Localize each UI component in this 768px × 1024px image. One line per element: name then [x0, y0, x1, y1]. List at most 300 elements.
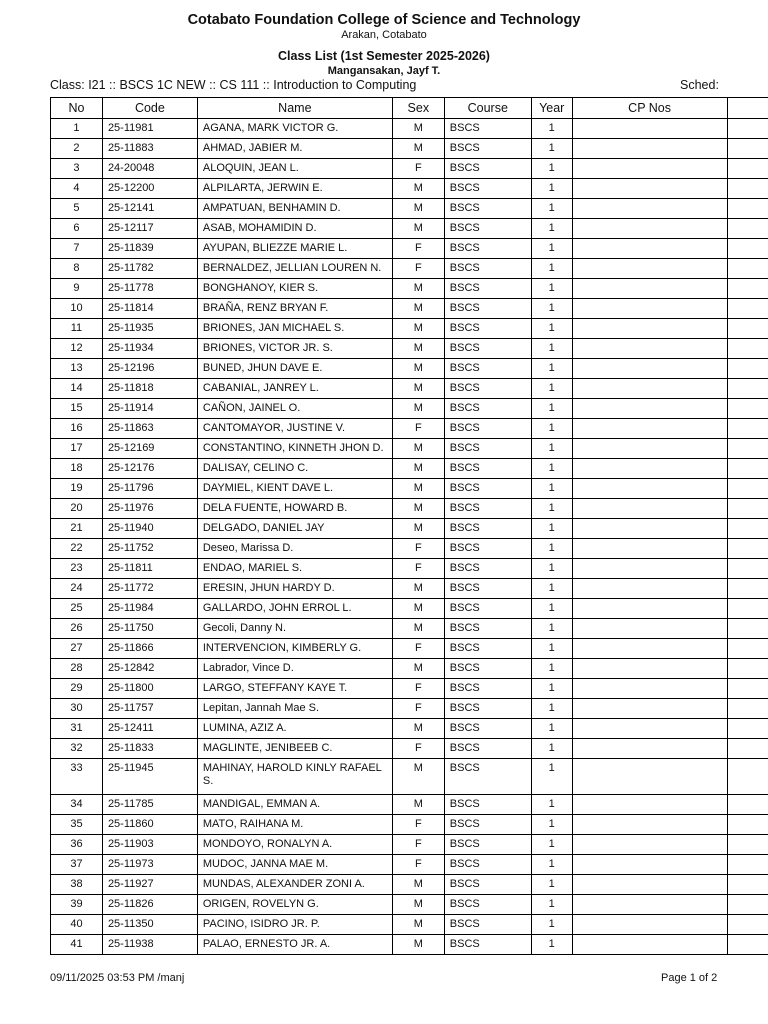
student-name: MONDOYO, RONALYN A. [197, 835, 392, 855]
student-course: BSCS [444, 639, 531, 659]
class-info: Class: I21 :: BSCS 1C NEW :: CS 111 :: Introduction to Computing [50, 78, 417, 92]
extra-cell [727, 419, 768, 439]
student-code: 25-11860 [102, 815, 197, 835]
student-year: 1 [531, 599, 572, 619]
row-number: 32 [51, 739, 103, 759]
student-sex: F [392, 815, 444, 835]
student-sex: M [392, 915, 444, 935]
student-name: BRAÑA, RENZ BRYAN F. [197, 299, 392, 319]
table-row [51, 835, 768, 855]
student-cp-nos [572, 915, 727, 935]
student-course: BSCS [444, 795, 531, 815]
row-number: 28 [51, 659, 103, 679]
student-code: 25-11757 [102, 699, 197, 719]
student-year: 1 [531, 855, 572, 875]
column-header-sex: Sex [392, 98, 444, 119]
row-number: 31 [51, 719, 103, 739]
row-number: 39 [51, 895, 103, 915]
print-timestamp: 09/11/2025 03:53 PM /manj [50, 972, 185, 984]
row-number: 38 [51, 875, 103, 895]
student-code: 25-11903 [102, 835, 197, 855]
student-course: BSCS [444, 699, 531, 719]
student-name: BRIONES, VICTOR JR. S. [197, 339, 392, 359]
student-course: BSCS [444, 379, 531, 399]
table-row [51, 759, 768, 795]
student-code: 25-11973 [102, 855, 197, 875]
student-year: 1 [531, 339, 572, 359]
student-cp-nos [572, 875, 727, 895]
student-cp-nos [572, 759, 727, 795]
extra-cell [727, 319, 768, 339]
row-number: 22 [51, 539, 103, 559]
table-row [51, 279, 768, 299]
student-year: 1 [531, 419, 572, 439]
student-name: MUNDAS, ALEXANDER ZONI A. [197, 875, 392, 895]
student-code: 25-11863 [102, 419, 197, 439]
student-cp-nos [572, 619, 727, 639]
student-code: 25-12842 [102, 659, 197, 679]
student-code: 25-11350 [102, 915, 197, 935]
extra-cell [727, 279, 768, 299]
student-name: MAGLINTE, JENIBEEB C. [197, 739, 392, 759]
student-course: BSCS [444, 539, 531, 559]
student-sex: M [392, 339, 444, 359]
roster-body [51, 119, 768, 955]
student-cp-nos [572, 459, 727, 479]
student-year: 1 [531, 199, 572, 219]
student-code: 25-11772 [102, 579, 197, 599]
student-course: BSCS [444, 659, 531, 679]
table-row [51, 239, 768, 259]
student-name: PALAO, ERNESTO JR. A. [197, 935, 392, 955]
student-year: 1 [531, 795, 572, 815]
extra-cell [727, 459, 768, 479]
student-year: 1 [531, 479, 572, 499]
student-sex: F [392, 855, 444, 875]
column-header-extra [727, 98, 768, 119]
row-number: 30 [51, 699, 103, 719]
extra-cell [727, 679, 768, 699]
extra-cell [727, 719, 768, 739]
student-sex: F [392, 159, 444, 179]
table-row [51, 139, 768, 159]
student-sex: F [392, 419, 444, 439]
student-name: AGANA, MARK VICTOR G. [197, 119, 392, 139]
student-name: ASAB, MOHAMIDIN D. [197, 219, 392, 239]
row-number: 9 [51, 279, 103, 299]
student-course: BSCS [444, 679, 531, 699]
student-course: BSCS [444, 599, 531, 619]
student-name: DALISAY, CELINO C. [197, 459, 392, 479]
student-cp-nos [572, 639, 727, 659]
student-year: 1 [531, 835, 572, 855]
table-row [51, 539, 768, 559]
student-name: AMPATUAN, BENHAMIN D. [197, 199, 392, 219]
student-name: CAÑON, JAINEL O. [197, 399, 392, 419]
table-row [51, 119, 768, 139]
student-name: CABANIAL, JANREY L. [197, 379, 392, 399]
student-code: 25-11826 [102, 895, 197, 915]
student-code: 25-12169 [102, 439, 197, 459]
student-code: 25-11796 [102, 479, 197, 499]
student-cp-nos [572, 699, 727, 719]
student-sex: M [392, 199, 444, 219]
student-cp-nos [572, 359, 727, 379]
column-header-course: Course [444, 98, 531, 119]
row-number: 23 [51, 559, 103, 579]
column-header-year: Year [531, 98, 572, 119]
student-course: BSCS [444, 875, 531, 895]
row-number: 17 [51, 439, 103, 459]
row-number: 12 [51, 339, 103, 359]
student-course: BSCS [444, 239, 531, 259]
student-course: BSCS [444, 499, 531, 519]
student-course: BSCS [444, 559, 531, 579]
student-name: ORIGEN, ROVELYN G. [197, 895, 392, 915]
student-course: BSCS [444, 579, 531, 599]
student-sex: F [392, 679, 444, 699]
extra-cell [727, 739, 768, 759]
student-cp-nos [572, 835, 727, 855]
table-row [51, 895, 768, 915]
student-cp-nos [572, 679, 727, 699]
student-year: 1 [531, 439, 572, 459]
student-cp-nos [572, 579, 727, 599]
student-year: 1 [531, 279, 572, 299]
student-cp-nos [572, 895, 727, 915]
student-cp-nos [572, 139, 727, 159]
student-year: 1 [531, 319, 572, 339]
table-row [51, 199, 768, 219]
student-name: BUNED, JHUN DAVE E. [197, 359, 392, 379]
student-name: ENDAO, MARIEL S. [197, 559, 392, 579]
student-sex: M [392, 659, 444, 679]
student-cp-nos [572, 299, 727, 319]
student-course: BSCS [444, 439, 531, 459]
student-name: MAHINAY, HAROLD KINLY RAFAEL S. [197, 759, 392, 795]
student-name: GALLARDO, JOHN ERROL L. [197, 599, 392, 619]
extra-cell [727, 619, 768, 639]
student-course: BSCS [444, 739, 531, 759]
student-course: BSCS [444, 399, 531, 419]
student-code: 25-12141 [102, 199, 197, 219]
row-number: 29 [51, 679, 103, 699]
extra-cell [727, 935, 768, 955]
student-name: Deseo, Marissa D. [197, 539, 392, 559]
student-course: BSCS [444, 159, 531, 179]
student-course: BSCS [444, 895, 531, 915]
student-year: 1 [531, 379, 572, 399]
student-cp-nos [572, 419, 727, 439]
student-code: 25-11866 [102, 639, 197, 659]
student-course: BSCS [444, 139, 531, 159]
table-row [51, 399, 768, 419]
student-code: 25-11927 [102, 875, 197, 895]
extra-cell [727, 895, 768, 915]
table-row [51, 419, 768, 439]
student-code: 25-11814 [102, 299, 197, 319]
student-course: BSCS [444, 279, 531, 299]
student-name: DELGADO, DANIEL JAY [197, 519, 392, 539]
student-course: BSCS [444, 259, 531, 279]
extra-cell [727, 639, 768, 659]
student-name: Lepitan, Jannah Mae S. [197, 699, 392, 719]
table-row [51, 699, 768, 719]
student-cp-nos [572, 519, 727, 539]
student-cp-nos [572, 119, 727, 139]
student-year: 1 [531, 519, 572, 539]
student-cp-nos [572, 279, 727, 299]
student-sex: F [392, 835, 444, 855]
student-name: BRIONES, JAN MICHAEL S. [197, 319, 392, 339]
row-number: 16 [51, 419, 103, 439]
student-code: 25-12176 [102, 459, 197, 479]
row-number: 33 [51, 759, 103, 795]
row-number: 2 [51, 139, 103, 159]
extra-cell [727, 699, 768, 719]
student-sex: M [392, 619, 444, 639]
column-header-name: Name [197, 98, 392, 119]
student-course: BSCS [444, 119, 531, 139]
student-code: 25-11934 [102, 339, 197, 359]
student-cp-nos [572, 499, 727, 519]
row-number: 24 [51, 579, 103, 599]
student-code: 25-11818 [102, 379, 197, 399]
student-code: 25-11833 [102, 739, 197, 759]
student-sex: M [392, 759, 444, 795]
student-cp-nos [572, 559, 727, 579]
student-cp-nos [572, 339, 727, 359]
student-name: CONSTANTINO, KINNETH JHON D. [197, 439, 392, 459]
student-year: 1 [531, 139, 572, 159]
student-year: 1 [531, 935, 572, 955]
student-code: 25-11800 [102, 679, 197, 699]
student-year: 1 [531, 159, 572, 179]
table-row [51, 815, 768, 835]
student-year: 1 [531, 895, 572, 915]
student-name: BERNALDEZ, JELLIAN LOUREN N. [197, 259, 392, 279]
student-sex: M [392, 399, 444, 419]
table-row [51, 359, 768, 379]
student-name: DELA FUENTE, HOWARD B. [197, 499, 392, 519]
extra-cell [727, 559, 768, 579]
student-code: 25-11938 [102, 935, 197, 955]
student-code: 25-11984 [102, 599, 197, 619]
table-row [51, 619, 768, 639]
student-year: 1 [531, 659, 572, 679]
student-name: BONGHANOY, KIER S. [197, 279, 392, 299]
student-name: INTERVENCION, KIMBERLY G. [197, 639, 392, 659]
extra-cell [727, 219, 768, 239]
row-number: 15 [51, 399, 103, 419]
column-header-no: No [51, 98, 103, 119]
student-code: 25-11914 [102, 399, 197, 419]
student-sex: F [392, 699, 444, 719]
student-cp-nos [572, 399, 727, 419]
table-header-row [51, 98, 768, 119]
student-code: 25-11750 [102, 619, 197, 639]
student-course: BSCS [444, 619, 531, 639]
student-code: 25-11940 [102, 519, 197, 539]
extra-cell [727, 579, 768, 599]
student-year: 1 [531, 679, 572, 699]
extra-cell [727, 599, 768, 619]
student-course: BSCS [444, 835, 531, 855]
extra-cell [727, 479, 768, 499]
student-cp-nos [572, 935, 727, 955]
extra-cell [727, 359, 768, 379]
table-row [51, 795, 768, 815]
table-row [51, 719, 768, 739]
student-sex: M [392, 479, 444, 499]
table-row [51, 579, 768, 599]
student-course: BSCS [444, 759, 531, 795]
student-code: 25-11945 [102, 759, 197, 795]
student-sex: M [392, 599, 444, 619]
row-number: 1 [51, 119, 103, 139]
row-number: 26 [51, 619, 103, 639]
student-course: BSCS [444, 359, 531, 379]
student-year: 1 [531, 179, 572, 199]
row-number: 8 [51, 259, 103, 279]
student-sex: M [392, 579, 444, 599]
student-sex: M [392, 795, 444, 815]
extra-cell [727, 915, 768, 935]
student-sex: M [392, 119, 444, 139]
table-row [51, 259, 768, 279]
extra-cell [727, 795, 768, 815]
student-code: 25-12117 [102, 219, 197, 239]
student-code: 24-20048 [102, 159, 197, 179]
row-number: 11 [51, 319, 103, 339]
student-code: 25-11778 [102, 279, 197, 299]
student-sex: M [392, 359, 444, 379]
student-year: 1 [531, 359, 572, 379]
extra-cell [727, 855, 768, 875]
student-name: MUDOC, JANNA MAE M. [197, 855, 392, 875]
student-cp-nos [572, 239, 727, 259]
student-cp-nos [572, 539, 727, 559]
row-number: 14 [51, 379, 103, 399]
row-number: 13 [51, 359, 103, 379]
extra-cell [727, 159, 768, 179]
student-cp-nos [572, 259, 727, 279]
student-cp-nos [572, 815, 727, 835]
row-number: 25 [51, 599, 103, 619]
student-sex: M [392, 219, 444, 239]
column-header-cp-nos: CP Nos [572, 98, 727, 119]
row-number: 35 [51, 815, 103, 835]
student-name: LARGO, STEFFANY KAYE T. [197, 679, 392, 699]
student-sex: F [392, 539, 444, 559]
student-year: 1 [531, 759, 572, 795]
student-year: 1 [531, 259, 572, 279]
student-name: CANTOMAYOR, JUSTINE V. [197, 419, 392, 439]
student-course: BSCS [444, 935, 531, 955]
student-year: 1 [531, 619, 572, 639]
student-sex: M [392, 459, 444, 479]
student-sex: M [392, 179, 444, 199]
table-row [51, 439, 768, 459]
extra-cell [727, 539, 768, 559]
student-name: Gecoli, Danny N. [197, 619, 392, 639]
extra-cell [727, 659, 768, 679]
student-year: 1 [531, 239, 572, 259]
student-year: 1 [531, 699, 572, 719]
row-number: 21 [51, 519, 103, 539]
student-code: 25-12196 [102, 359, 197, 379]
student-cp-nos [572, 659, 727, 679]
student-cp-nos [572, 159, 727, 179]
student-course: BSCS [444, 339, 531, 359]
student-code: 25-11785 [102, 795, 197, 815]
table-row [51, 855, 768, 875]
student-name: ERESIN, JHUN HARDY D. [197, 579, 392, 599]
table-row [51, 319, 768, 339]
student-cp-nos [572, 179, 727, 199]
student-cp-nos [572, 739, 727, 759]
student-year: 1 [531, 219, 572, 239]
student-code: 25-11839 [102, 239, 197, 259]
table-row [51, 379, 768, 399]
extra-cell [727, 519, 768, 539]
page-number: Page 1 of 2 [661, 972, 718, 984]
student-sex: F [392, 739, 444, 759]
student-course: BSCS [444, 319, 531, 339]
student-name: LUMINA, AZIZ A. [197, 719, 392, 739]
student-name: AHMAD, JABIER M. [197, 139, 392, 159]
table-row [51, 459, 768, 479]
student-name: DAYMIEL, KIENT DAVE L. [197, 479, 392, 499]
student-year: 1 [531, 399, 572, 419]
row-number: 19 [51, 479, 103, 499]
student-year: 1 [531, 815, 572, 835]
row-number: 27 [51, 639, 103, 659]
column-header-code: Code [102, 98, 197, 119]
class-roster-table [50, 97, 768, 955]
student-cp-nos [572, 855, 727, 875]
row-number: 5 [51, 199, 103, 219]
student-sex: M [392, 519, 444, 539]
student-code: 25-11811 [102, 559, 197, 579]
extra-cell [727, 875, 768, 895]
extra-cell [727, 299, 768, 319]
student-year: 1 [531, 499, 572, 519]
row-number: 18 [51, 459, 103, 479]
row-number: 40 [51, 915, 103, 935]
student-code: 25-11883 [102, 139, 197, 159]
student-name: MANDIGAL, EMMAN A. [197, 795, 392, 815]
student-year: 1 [531, 299, 572, 319]
row-number: 41 [51, 935, 103, 955]
student-course: BSCS [444, 219, 531, 239]
schedule-label: Sched: [680, 78, 719, 92]
table-row [51, 339, 768, 359]
student-sex: M [392, 719, 444, 739]
student-cp-nos [572, 379, 727, 399]
table-row [51, 599, 768, 619]
college-location: Arakan, Cotabato [341, 29, 427, 41]
table-row [51, 739, 768, 759]
extra-cell [727, 119, 768, 139]
extra-cell [727, 199, 768, 219]
student-sex: M [392, 279, 444, 299]
student-course: BSCS [444, 915, 531, 935]
table-row [51, 679, 768, 699]
student-course: BSCS [444, 299, 531, 319]
student-cp-nos [572, 719, 727, 739]
student-sex: M [392, 895, 444, 915]
